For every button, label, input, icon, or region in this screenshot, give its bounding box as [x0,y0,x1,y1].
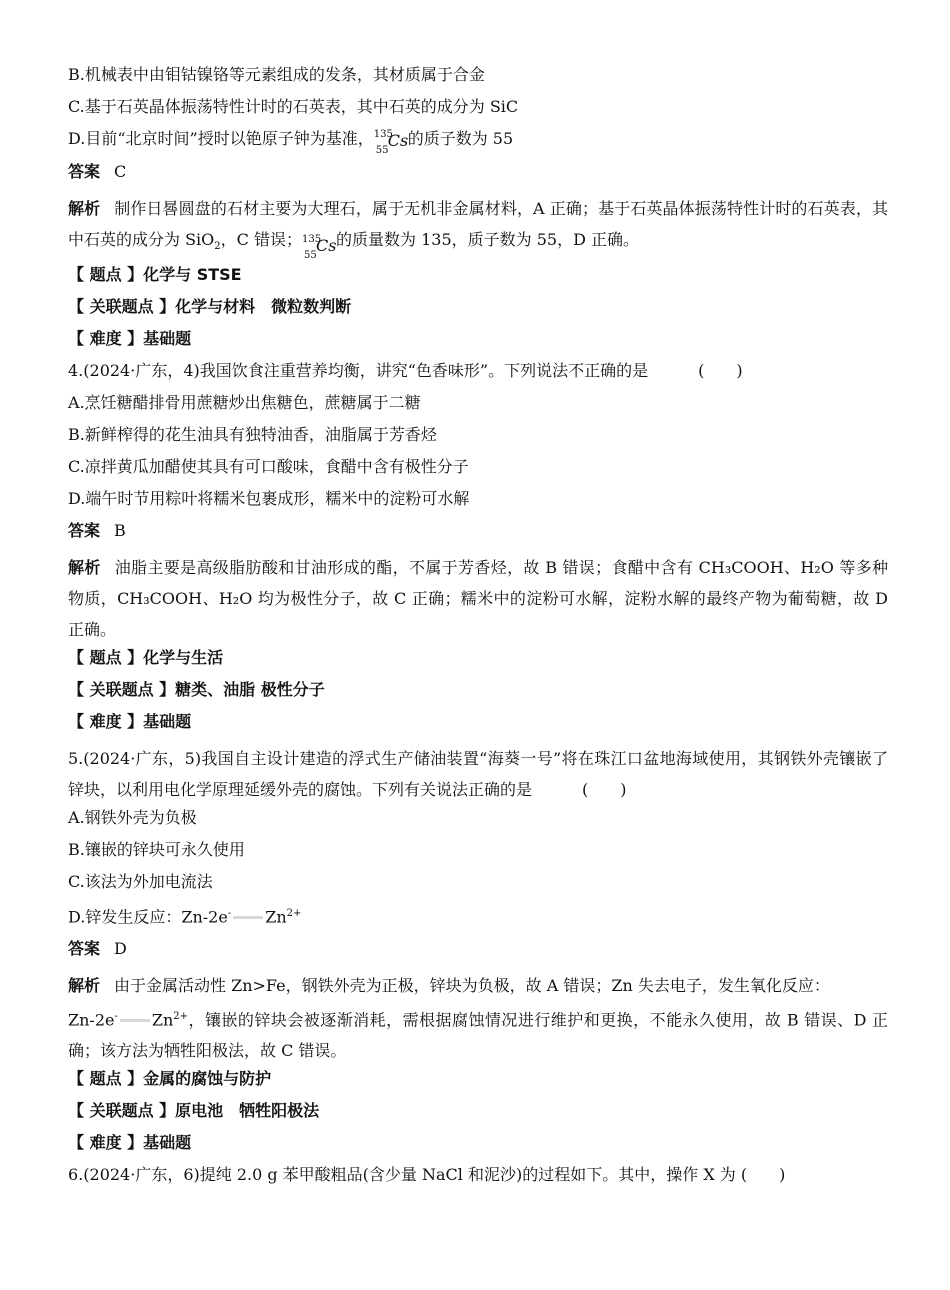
iso-mass-number: 135 [373,128,393,140]
electron-charge: - [227,907,232,919]
q3-topic: 【 题点 】化学与 STSE [68,264,242,284]
cesium-isotope [302,230,337,261]
q5-related-topics: 【 关联题点 】原电池 牺牲阳极法 [68,1101,320,1121]
answer-value: C [114,161,127,181]
q5-option-d-text: D.锌发生反应：Zn-2e [68,907,228,927]
cesium-isotope [373,128,409,156]
q4-option-c: C.凉拌黄瓜加醋使其具有可口酸味，食醋中含有极性分子 [68,456,469,476]
q6-stem [68,1164,888,1185]
answer-label: 答案 [68,520,101,540]
q3-option-d-suffix: 的质子数为 55 [407,129,514,148]
answer-label: 答案 [68,161,101,181]
iso-mass-number: 135 [302,234,322,245]
q5-analysis [68,970,888,1066]
q5-stem-text: 5.(2024·广东，5)我国自主设计建造的浮式生产储油装置“海葵一号”将在珠江口盆地海域使用，其钢铁外壳镶嵌了锌块，以利用电化学原理延缓外壳的腐蚀。下列有关说法正确的是 [68,748,888,799]
reaction-equals-sign [120,1019,150,1022]
electron-charge: - [114,1011,118,1023]
ion-charge: 2+ [286,907,302,919]
answer-blank: ( ) [698,360,743,380]
answer-value: D [114,939,127,959]
analysis-label: 解析 [68,976,101,996]
q3-analysis [68,193,888,262]
q5-option-c: C.该法为外加电流法 [68,871,213,891]
q4-option-a: A.烹饪糖醋排骨用蔗糖炒出焦糖色，蔗糖属于二糖 [68,392,421,412]
q5-stem [68,743,888,805]
q3-option-d [68,128,888,156]
iso-symbol: Cs [316,236,337,255]
iso-atomic-number: 55 [375,144,389,156]
q4-topic: 【 题点 】化学与生活 [68,647,224,667]
reaction-equals-sign [233,916,263,919]
reaction-product: Zn [151,1010,174,1030]
ion-charge: 2+ [173,1011,189,1023]
answer-label: 答案 [68,939,101,959]
analysis-text-2: ，C 错误； [220,229,303,249]
q3-option-d-prefix: D.目前“北京时间”授时以铯原子钟为基准， [68,129,374,148]
q5-option-d [68,903,888,927]
analysis-subscript: 2 [214,240,221,252]
document-page [68,64,888,1196]
analysis-label: 解析 [68,198,101,218]
q4-answer [68,520,888,541]
analysis-text: 油脂主要是高级脂肪酸和甘油形成的酯，不属于芳香烃，故 B 错误；食醋中含有 CH₃COOH、H₂O 等多种物质，CH₃COOH、H₂O 均为极性分子，故 C 正确；糯米中的淀粉可水解，淀粉水解的最终产物为葡萄糖，故 D 正确。 [68,557,888,639]
reaction-reactant: Zn-2e [68,1010,115,1030]
answer-blank: ( ) [740,1165,786,1185]
q4-difficulty: 【 难度 】基础题 [68,711,192,731]
q4-option-b: B.新鲜榨得的花生油具有独特油香，油脂属于芳香烃 [68,424,437,444]
q4-analysis [68,552,888,645]
analysis-text-2: ，镶嵌的锌块会被逐渐消耗，需根据腐蚀情况进行维护和更换，不能永久使用，故 B 错误、D 正确；该方法为牺牲阳极法，故 C 错误。 [68,1010,888,1061]
answer-blank: ( ) [582,779,627,799]
q3-option-b: B.机械表中由钼钴镍铬等元素组成的发条，其材质属于合金 [68,65,485,84]
q5-topic: 【 题点 】金属的腐蚀与防护 [68,1069,272,1089]
iso-symbol: Cs [387,130,409,150]
q4-option-d: D.端午时节用粽叶将糯米包裹成形，糯米中的淀粉可水解 [68,488,470,508]
q4-related-topics: 【 关联题点 】糖类、油脂 极性分子 [68,679,325,699]
analysis-text-1: 制作日晷圆盘的石材主要为大理石，属于无机非金属材料，A 正确；基于石英晶体振荡特性计时的石英表，其中石英的成分为 SiO [68,198,888,249]
q4-stem [68,360,888,381]
q3-option-c: C.基于石英晶体振荡特性计时的石英表，其中石英的成分为 SiC [68,97,519,116]
q5-option-a: A.钢铁外壳为负极 [68,807,197,827]
analysis-text-3: 的质量数为 135，质子数为 55，D 正确。 [336,229,640,249]
q3-related-topics: 【 关联题点 】化学与材料 微粒数判断 [68,296,352,316]
answer-value: B [114,520,126,540]
q5-difficulty: 【 难度 】基础题 [68,1133,192,1153]
q5-option-b: B.镶嵌的锌块可永久使用 [68,839,245,859]
reaction-product: Zn [265,907,287,927]
q3-answer [68,161,888,182]
q6-stem-text: 6.(2024·广东，6)提纯 2.0 g 苯甲酸粗品(含少量 NaCl 和泥沙)的过程如下。其中，操作 X 为 [68,1165,736,1185]
q5-answer [68,938,888,959]
q3-difficulty: 【 难度 】基础题 [68,328,192,348]
analysis-text-1: 由于金属活动性 Zn>Fe，钢铁外壳为正极，锌块为负极，故 A 错误；Zn 失去电子，发生氧化反应： [114,976,830,996]
analysis-label: 解析 [68,557,101,577]
q4-stem-text: 4.(2024·广东，4)我国饮食注重营养均衡，讲究“色香味形”。下列说法不正确的是 [68,360,649,380]
iso-atomic-number: 55 [304,250,317,261]
